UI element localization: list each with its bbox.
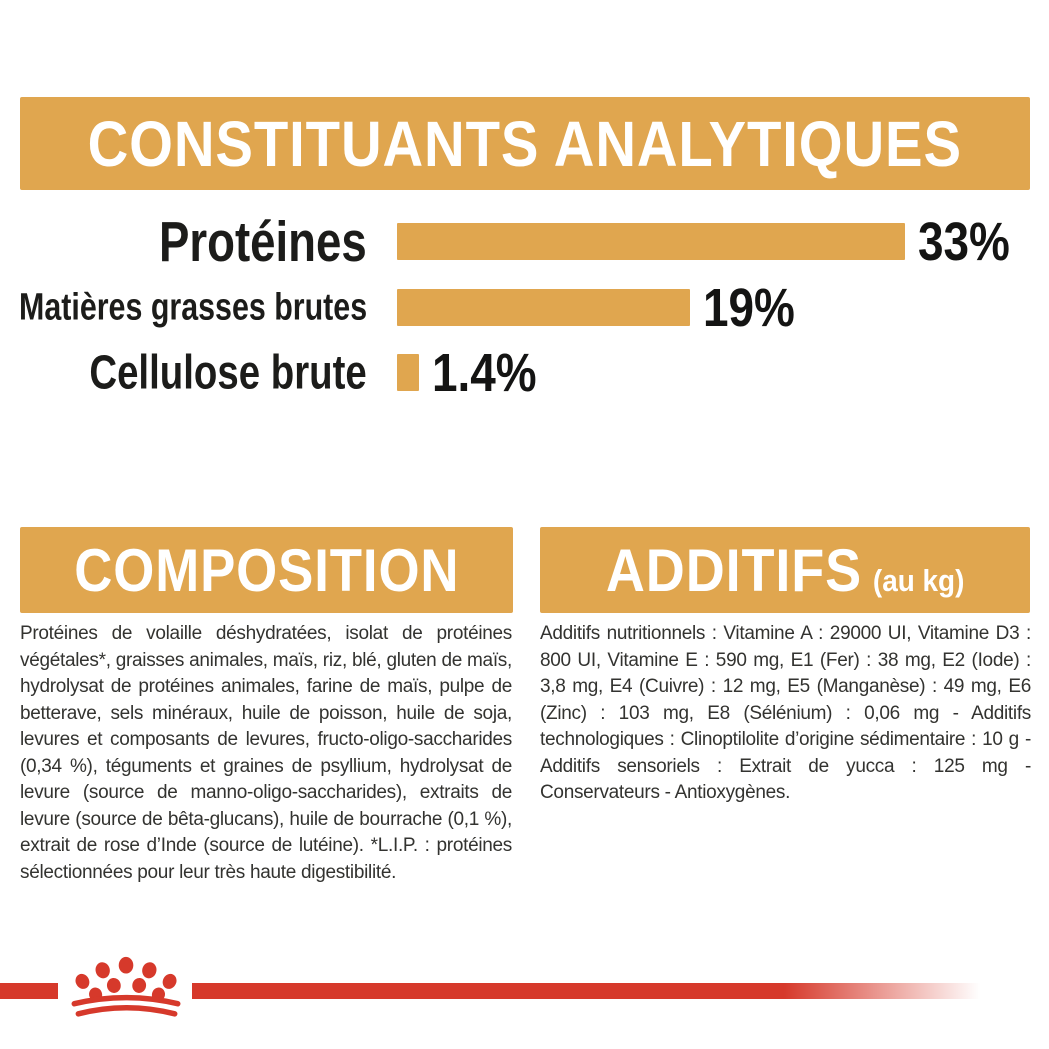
chart-value-proteins: 33% xyxy=(918,211,1010,272)
chart-value-crude-fibre: 1.4% xyxy=(432,342,537,403)
chart-label-proteins: Protéines xyxy=(159,209,367,274)
chart-row-proteins xyxy=(0,209,1049,274)
composition-banner xyxy=(20,527,513,613)
chart-value-crude-fat: 19% xyxy=(703,277,795,338)
chart-label-crude-fibre: Cellulose brute xyxy=(89,346,367,399)
chart-row-crude-fat xyxy=(0,277,1049,338)
chart-bar-crude-fibre xyxy=(397,354,419,391)
analytical-constituents-banner xyxy=(20,97,1030,190)
additives-title: ADDITIFS xyxy=(605,536,862,604)
chart-bar-crude-fat xyxy=(397,289,690,326)
additives-body: Additifs nutritionnels : Vitamine A : 29000 UI, Vitamine D3 : 800 UI, Vitamine E : 590 mg, E1 (Fer) : 38 mg, E2 (Iode) : 3,8 mg, E4 (Cuivre) : 12 mg, E5 (Manganèse) : 49 mg, E6 (Zinc) : 103 mg, E8 (Sélénium) : 0,06 mg - Additifs technologiques : Clinoptilolite d’origine sédimentaire : 10 g - Additifs sensoriels : Extrait de yucca : 125 mg - Conservateurs - Antioxygènes. xyxy=(540,623,1031,803)
additives-banner xyxy=(540,527,1030,613)
composition-title: COMPOSITION xyxy=(73,536,460,604)
crown-icon xyxy=(69,950,181,1026)
chart-bar-proteins xyxy=(397,223,905,260)
chart-row-crude-fibre xyxy=(0,342,1049,403)
royal-canin-crown-logo xyxy=(58,946,192,1030)
composition-body: Protéines de volaille déshydratées, isolat de protéines végétales*, graisses animales, maïs, riz, blé, gluten de maïs, hydrolysat de protéines animales, farine de maïs, pulpe de betterave, sels minéraux, huile de poisson, huile de soja, levures et composants de levures, fructo-oligo-saccharides (0,34 %), téguments et graines de psyllium, hydrolysat de levure (source de manno-oligo-saccharides), extraits de levure (source de bêta-glucans), huile de bourrache (0,1 %), extrait de rose d’Inde (source de lutéine). *L.I.P. : protéines sélectionnées pour leur très haute digestibilité. xyxy=(20,623,512,883)
additives-subtitle: (au kg) xyxy=(872,562,965,598)
chart-label-crude-fat: Matières grasses brutes xyxy=(18,286,367,328)
analytical-constituents-title: CONSTITUANTS ANALYTIQUES xyxy=(87,107,963,180)
